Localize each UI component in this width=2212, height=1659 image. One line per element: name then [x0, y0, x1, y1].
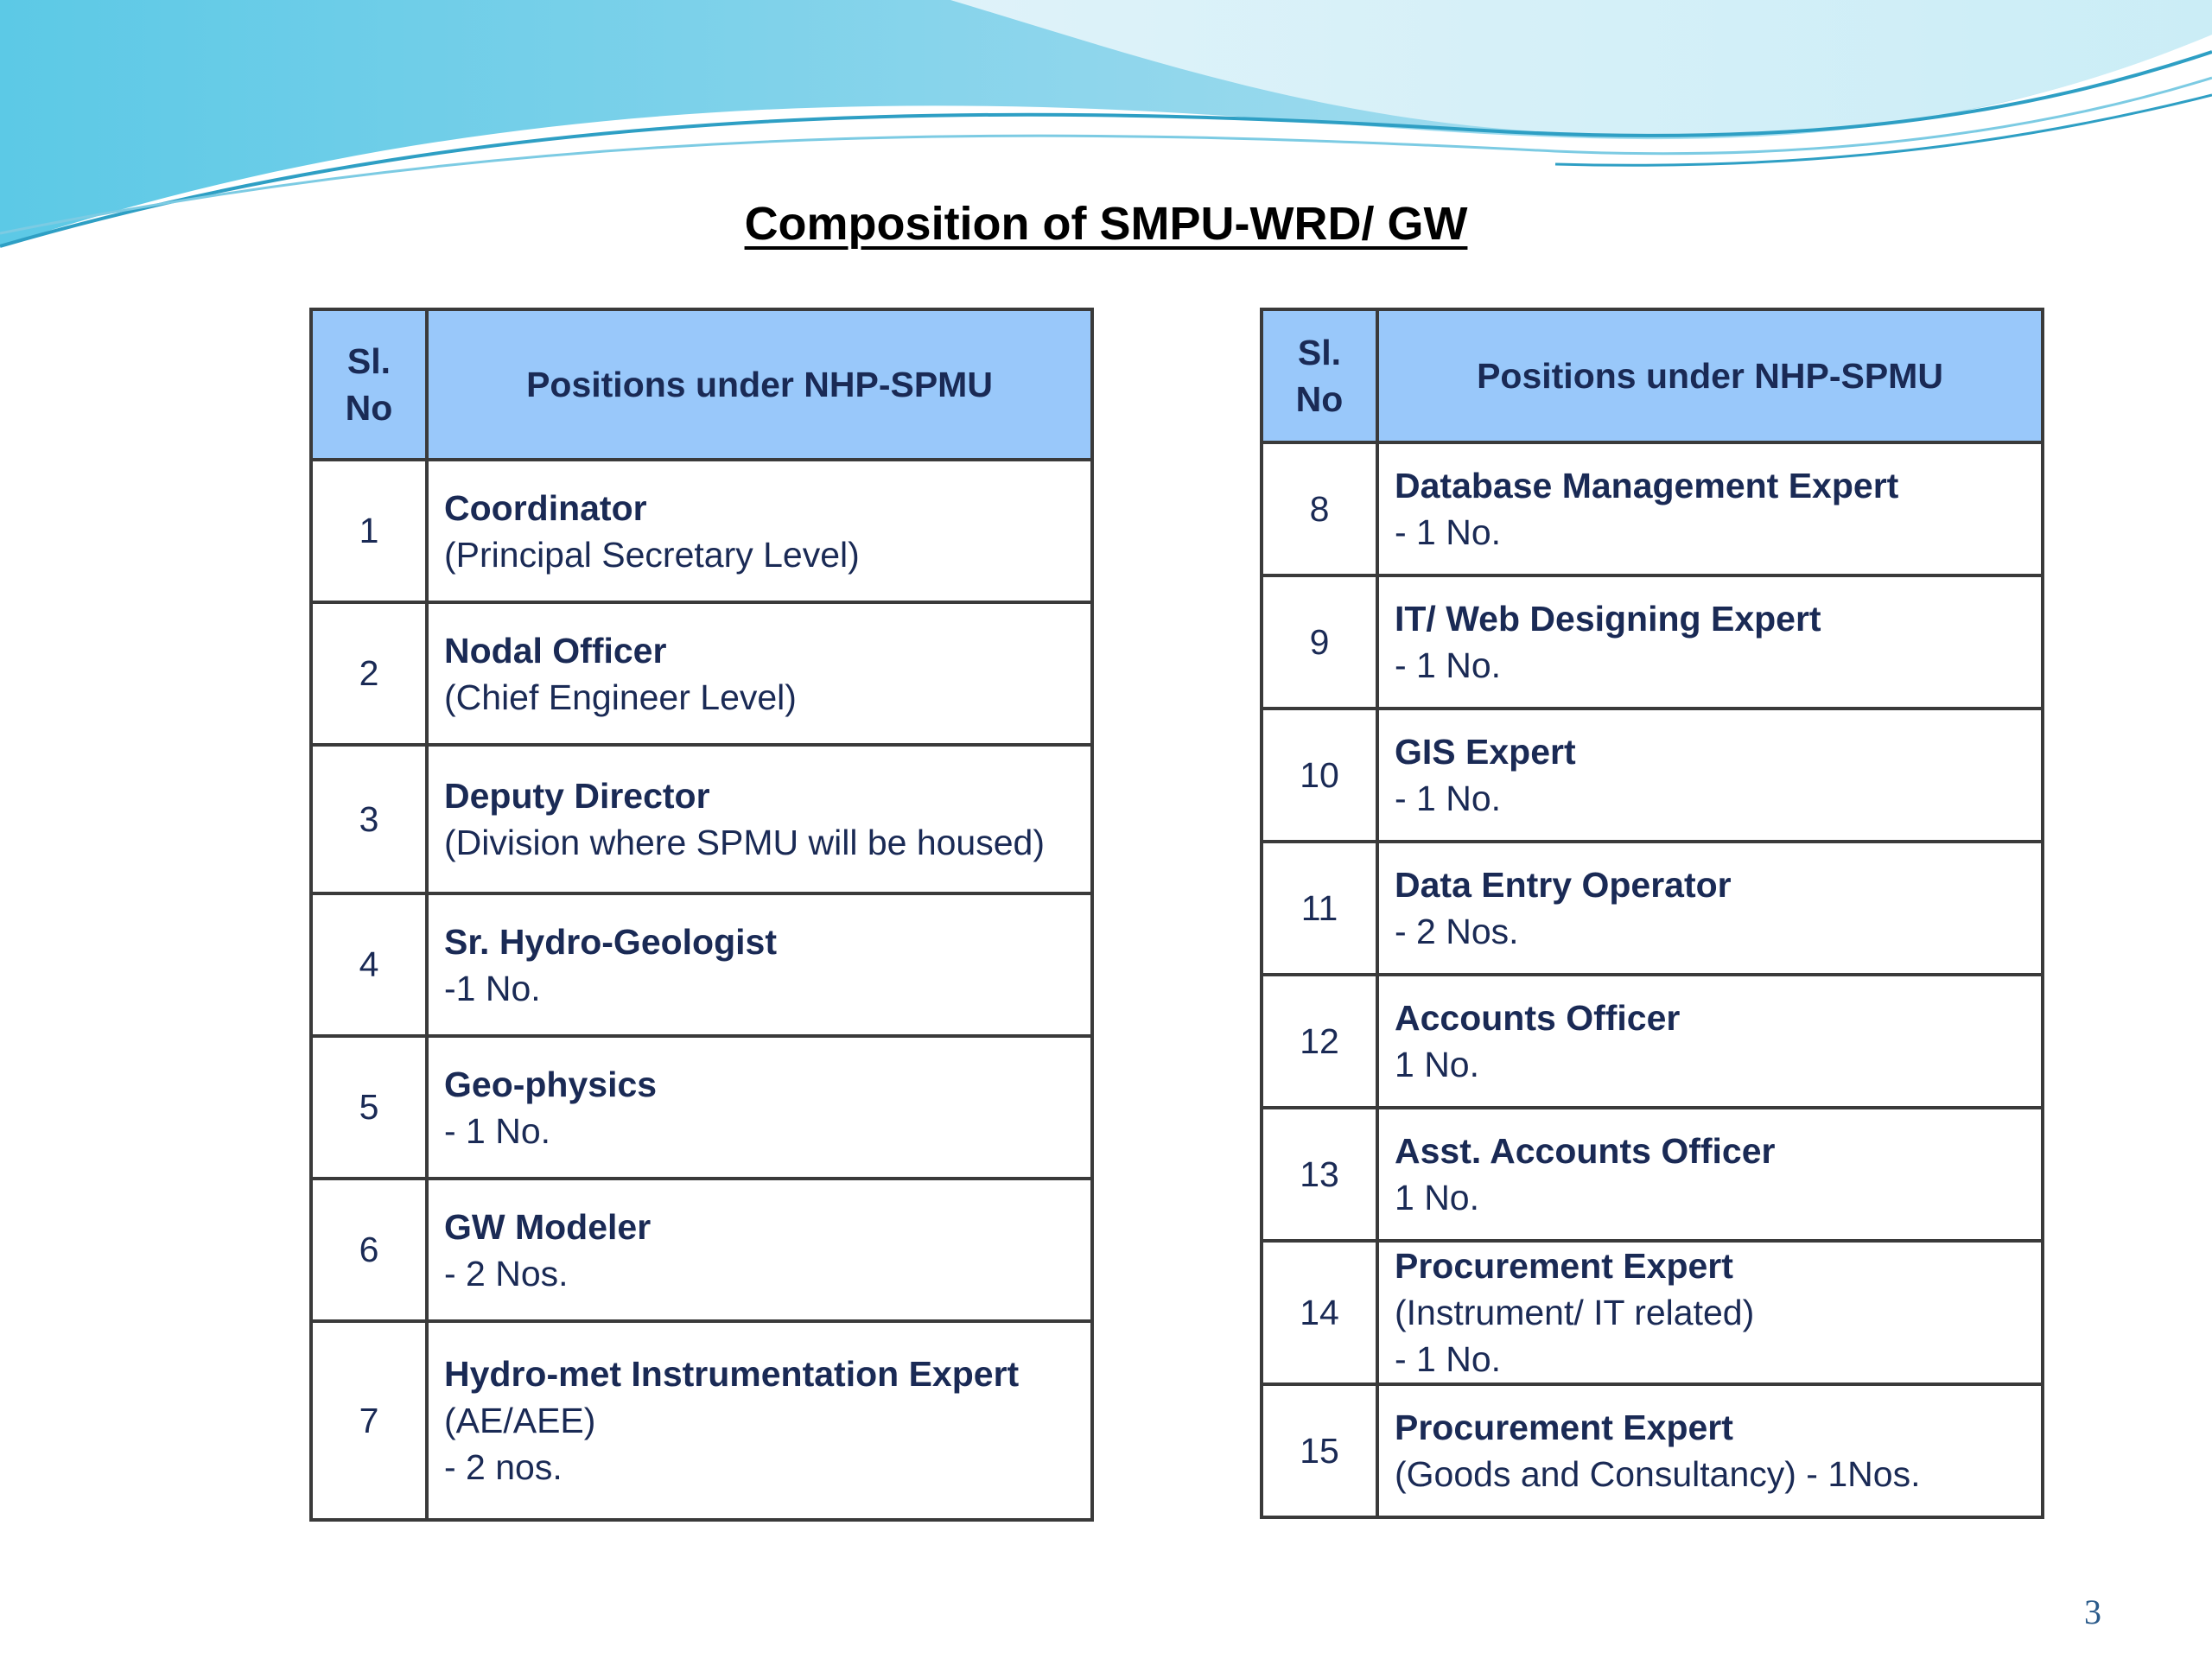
- sl-number: 8: [1262, 442, 1377, 575]
- position-name: Deputy Director: [444, 776, 710, 816]
- table-row: [1262, 442, 2043, 575]
- sl-number: 7: [311, 1321, 427, 1520]
- positions-table-right: [1260, 308, 2044, 1519]
- table-row: [1262, 842, 2043, 975]
- position-detail-2: - 2 nos.: [444, 1447, 563, 1487]
- sl-number: 12: [1262, 975, 1377, 1108]
- positions-header: Positions under NHP-SPMU: [1377, 309, 2043, 442]
- sl-number: 14: [1262, 1241, 1377, 1384]
- table-row: [1262, 575, 2043, 709]
- sl-number: 9: [1262, 575, 1377, 709]
- position-detail: - 2 Nos.: [444, 1253, 569, 1294]
- position-cell: [1377, 975, 2043, 1108]
- position-name: GIS Expert: [1395, 732, 1576, 772]
- position-cell: [1377, 575, 2043, 709]
- position-cell: [1377, 1384, 2043, 1517]
- sl-no-header: Sl. No: [311, 309, 427, 460]
- position-cell: [427, 1179, 1092, 1321]
- position-cell: [427, 602, 1092, 745]
- position-detail: (Goods and Consultancy) - 1Nos.: [1395, 1454, 1921, 1494]
- table-row: [311, 602, 1092, 745]
- position-name: IT/ Web Designing Expert: [1395, 599, 1821, 639]
- position-cell: [1377, 1241, 2043, 1384]
- table-row: [311, 1321, 1092, 1520]
- position-detail: (Instrument/ IT related): [1395, 1293, 1755, 1332]
- sl-number: 15: [1262, 1384, 1377, 1517]
- position-detail-2: - 1 No.: [1395, 1339, 1502, 1379]
- position-name: Database Management Expert: [1395, 466, 1899, 505]
- sl-no-header: Sl. No: [1262, 309, 1377, 442]
- table-row: [311, 1036, 1092, 1179]
- position-detail: - 1 No.: [1395, 779, 1502, 818]
- position-cell: [1377, 442, 2043, 575]
- position-name: Data Entry Operator: [1395, 865, 1732, 905]
- position-detail: - 2 Nos.: [1395, 912, 1519, 951]
- position-cell: [427, 745, 1092, 893]
- sl-number: 6: [311, 1179, 427, 1321]
- position-name: Coordinator: [444, 487, 647, 528]
- position-name: Procurement Expert: [1395, 1408, 1733, 1447]
- positions-table-left: [309, 308, 1094, 1522]
- table-row: [311, 893, 1092, 1036]
- sl-number: 13: [1262, 1108, 1377, 1241]
- position-cell: [427, 893, 1092, 1036]
- position-name: Hydro-met Instrumentation Expert: [444, 1354, 1020, 1394]
- table-row: [311, 460, 1092, 602]
- table-row: [1262, 709, 2043, 842]
- sl-number: 10: [1262, 709, 1377, 842]
- position-name: Accounts Officer: [1395, 998, 1681, 1038]
- position-name: Nodal Officer: [444, 630, 667, 671]
- position-detail: -1 No.: [444, 968, 541, 1008]
- sl-number: 11: [1262, 842, 1377, 975]
- position-name: Geo-physics: [444, 1064, 658, 1104]
- position-cell: [427, 1321, 1092, 1520]
- sl-number: 4: [311, 893, 427, 1036]
- sl-number: 1: [311, 460, 427, 602]
- position-detail: (Chief Engineer Level): [444, 677, 797, 717]
- page-title: Composition of SMPU-WRD/ GW: [744, 198, 1468, 250]
- position-detail: (Principal Secretary Level): [444, 534, 860, 575]
- position-detail: 1 No.: [1395, 1178, 1479, 1217]
- position-name: Sr. Hydro-Geologist: [444, 921, 777, 962]
- position-name: GW Modeler: [444, 1206, 652, 1247]
- table-header-row: [1262, 309, 2043, 442]
- position-name: Procurement Expert: [1395, 1246, 1733, 1286]
- position-detail: - 1 No.: [1395, 645, 1502, 685]
- table-row: [1262, 1241, 2043, 1384]
- table-row: [311, 745, 1092, 893]
- position-cell: [1377, 1108, 2043, 1241]
- sl-number: 5: [311, 1036, 427, 1179]
- position-cell: [427, 1036, 1092, 1179]
- position-detail: (AE/AEE): [444, 1401, 596, 1440]
- position-cell: [1377, 842, 2043, 975]
- position-name: Asst. Accounts Officer: [1395, 1131, 1776, 1171]
- position-detail: - 1 No.: [1395, 512, 1502, 552]
- positions-header: Positions under NHP-SPMU: [427, 309, 1092, 460]
- position-cell: [427, 460, 1092, 602]
- table-row: [1262, 1384, 2043, 1517]
- sl-number: 3: [311, 745, 427, 893]
- position-detail: (Division where SPMU will be housed): [444, 823, 1045, 862]
- table-header-row: [311, 309, 1092, 460]
- table-row: [1262, 975, 2043, 1108]
- table-row: [1262, 1108, 2043, 1241]
- position-detail: - 1 No.: [444, 1110, 551, 1151]
- position-cell: [1377, 709, 2043, 842]
- position-detail: 1 No.: [1395, 1045, 1479, 1084]
- table-row: [311, 1179, 1092, 1321]
- sl-number: 2: [311, 602, 427, 745]
- page-number: 3: [2084, 1592, 2101, 1631]
